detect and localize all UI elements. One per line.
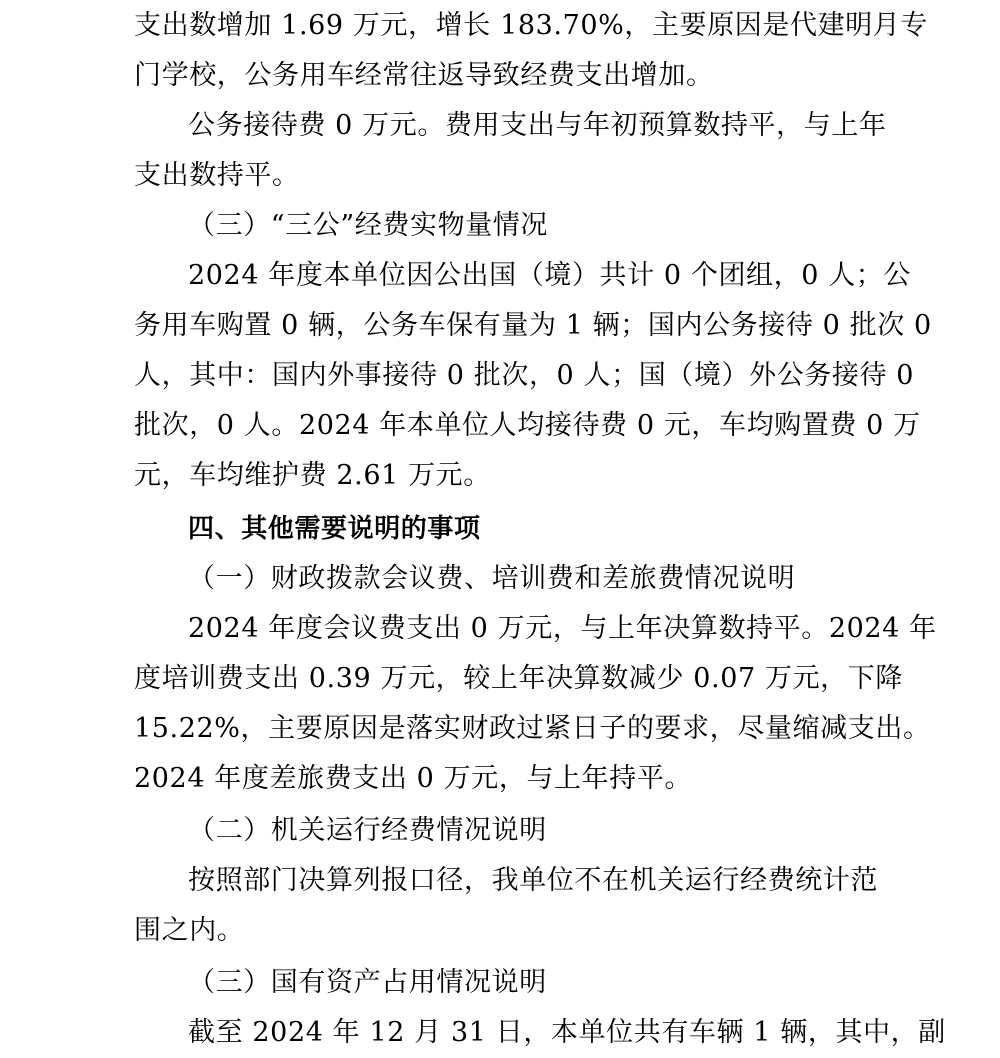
paragraph-line: 元，车均维护费 2.61 万元。 xyxy=(134,460,491,491)
paragraph-line: 支出数持平。 xyxy=(134,160,300,191)
paragraph-line: 15.22%，主要原因是落实财政过紧日子的要求，尽量缩减支出。 xyxy=(134,713,931,744)
paragraph-line: 务用车购置 0 辆，公务车保有量为 1 辆；国内公务接待 0 批次 0 xyxy=(134,310,932,341)
subsection-heading: （一）财政拨款会议费、培训费和差旅费情况说明 xyxy=(188,563,796,594)
paragraph-line: 截至 2024 年 12 月 31 日，本单位共有车辆 1 辆，其中，副 xyxy=(188,1017,946,1048)
paragraph-line: 围之内。 xyxy=(134,915,245,946)
paragraph-line: 公务接待费 0 万元。费用支出与年初预算数持平，与上年 xyxy=(188,110,887,141)
subsection-heading: （三）“三公”经费实物量情况 xyxy=(188,210,549,241)
paragraph-line: 门学校，公务用车经常往返导致经费支出增加。 xyxy=(134,60,714,91)
paragraph-line: 2024 年度本单位因公出国（境）共计 0 个团组，0 人；公 xyxy=(188,260,911,291)
paragraph-line: 人，其中：国内外事接待 0 批次，0 人；国（境）外公务接待 0 xyxy=(134,360,915,391)
paragraph-line: 按照部门决算列报口径，我单位不在机关运行经费统计范 xyxy=(188,865,878,896)
paragraph-line: 2024 年度差旅费支出 0 万元，与上年持平。 xyxy=(134,763,693,794)
subsection-heading: （二）机关运行经费情况说明 xyxy=(188,815,547,846)
paragraph-line: 支出数增加 1.69 万元，增长 183.70%，主要原因是代建明月专 xyxy=(134,10,928,41)
paragraph-line: 度培训费支出 0.39 万元，较上年决算数减少 0.07 万元，下降 xyxy=(134,663,903,694)
paragraph-line: 批次，0 人。2024 年本单位人均接待费 0 元，车均购置费 0 万 xyxy=(134,410,921,441)
section-heading: 四、其他需要说明的事项 xyxy=(188,514,481,544)
paragraph-line: 2024 年度会议费支出 0 万元，与上年决算数持平。2024 年 xyxy=(188,613,937,644)
subsection-heading: （三）国有资产占用情况说明 xyxy=(188,967,547,998)
